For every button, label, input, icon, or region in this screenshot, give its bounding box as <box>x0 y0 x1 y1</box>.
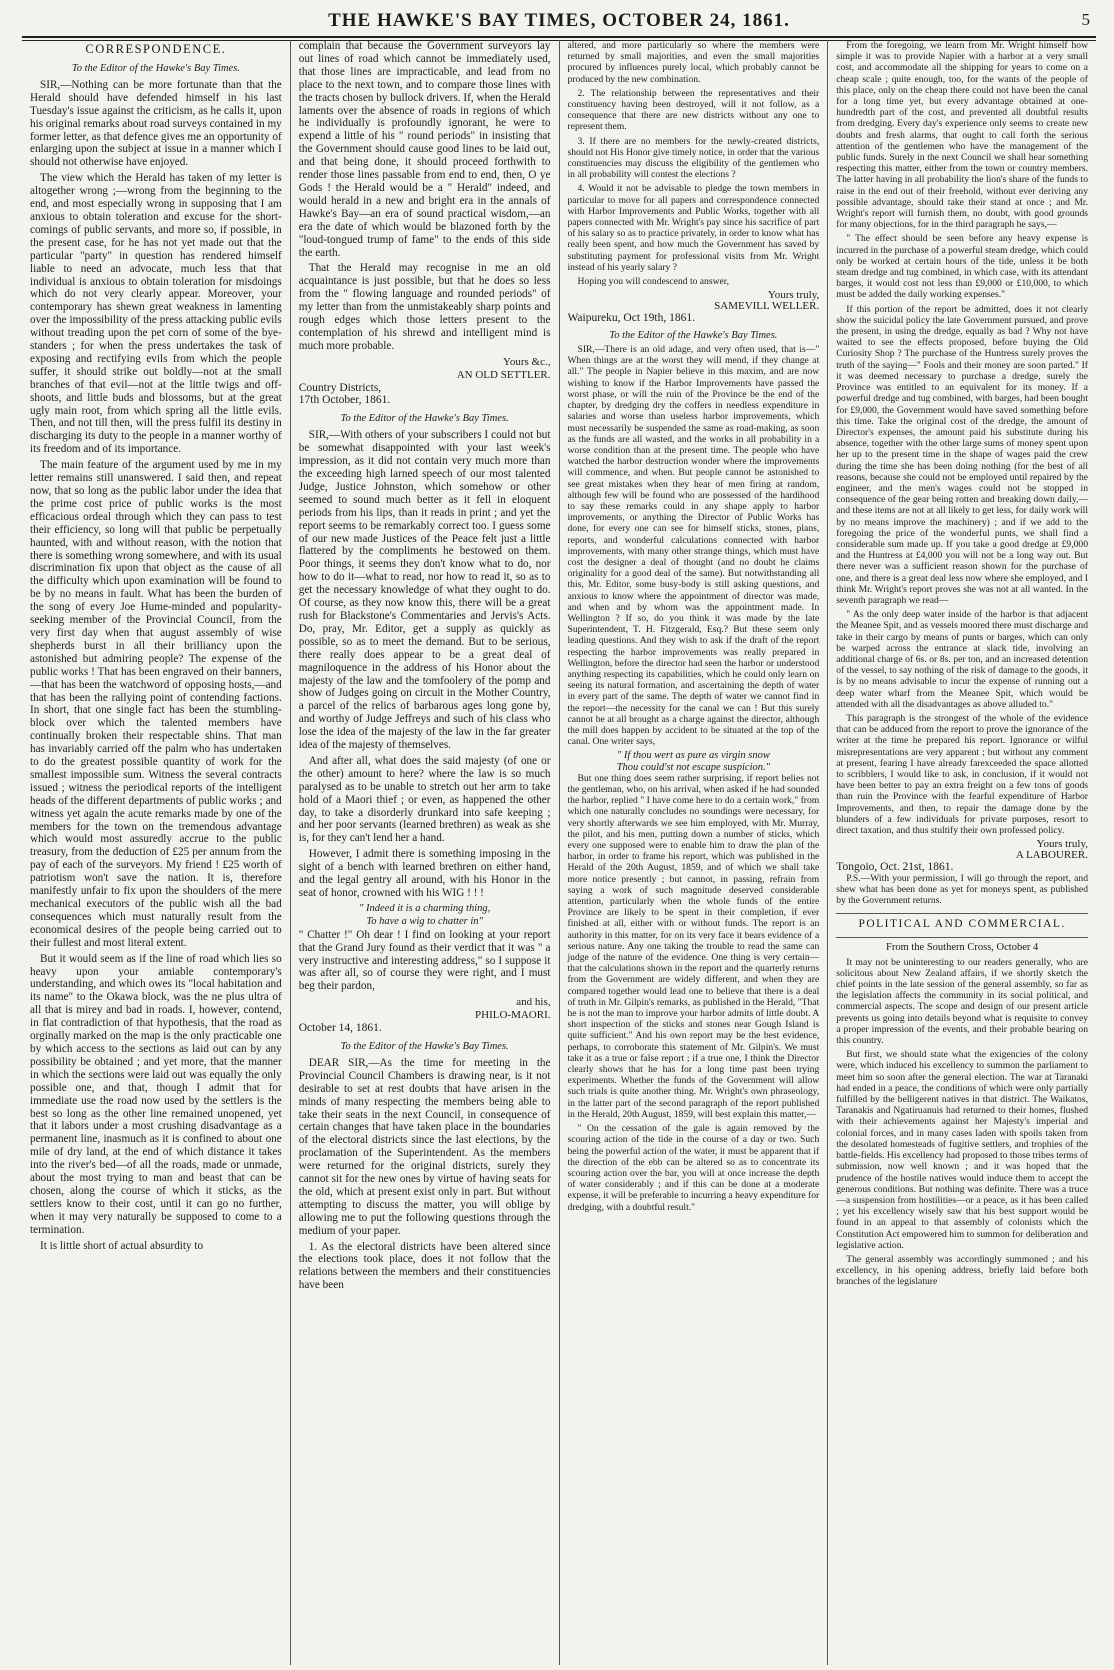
verse-line: To have a wig to chatter in" <box>366 915 483 927</box>
letter-signature: Yours &c., <box>503 355 551 368</box>
paragraph: SIR,—Nothing can be more fortunate than that the Herald should have defended himself in his last Tuesday's issue against the criticism, as he calls it, upon his original remarks about road surveys contained in my former letter, as that defence gives me an opportunity of enlarging upon the subject at issue in a manner which I should not otherwise have enjoyed. <box>30 78 282 169</box>
column-2 <box>291 40 560 1665</box>
paragraph: complain that because the Government surveyors lay out lines of road which cannot be immediately used, that those lines are impracticable, and lead from no place to the next town, and to compare those lines with the tracts chosen by bullock drivers. If, when the Herald laments over the absence of roads in regions of which he individually is profoundly ignorant, he were to expend a little of his " round periods" in insisting that the Government should cause good lines to be laid out, and that being done, it should proceed forthwith to render those lines passable from end to end, then, O ye Gods ! the Herald would be a " Herald" indeed, and would herald in a new and bright era in the annals of Hawke's Bay—an era of sound practical wisdom,—an era the date of which would be blazoned forth by the "loud-tongued trump of fame" to the ends of this side the earth. <box>298 40 551 259</box>
letter-place: Tongoio, Oct. 21st, 1861. <box>836 860 954 873</box>
letter-place: Country Districts, <box>298 381 382 394</box>
divider <box>836 937 1088 938</box>
paragraph: 2. The relationship between the representatives and their constituency having been destroyed, will it not follow, as a consequence that there are new districts without any one to represent them. <box>567 87 820 133</box>
paragraph: However, I admit there is something imposing in the sight of a bench with learned brethren on either hand, and the legal gentry all around, with his Honor in the seat of honor, crowned with his WIG ! ! ! <box>298 848 551 899</box>
verse-line: " Indeed it is a charming thing, <box>358 902 491 914</box>
paragraph: The main feature of the argument used by me in my letter remains still unanswered. I said then, and repeat now, that so long as the public labor under the idea that the prime cost price of public works is the most efficacious ordeal through which they can pass to test their efficiency, so long will that public be perpetually haunted, with and without reason, with the notion that there is something wrong somewhere, and with its usual discrimination fix upon that object as the cause of all the difficulty which upon examination will be found to be by no means in fault. What has been the burden of the song of every Joe Hume-minded and popularity-seeking member of the Provincial Council, from the very first day when that august assembly of wise shepherds burst in all their brilliancy upon the astonished but admiring people? The expense of the public works ! That has been engraved on their banners,—that has been the watchword of opposing hosts,—and that has been the rallying point of contending factions. In short, that one single fact has been the stumbling-block over which the talented members have continually broken their respectable shins. That man has invariably carried off the palm who has undertaken to do the greatest possible quantity of work for the smallest impossible sum. Witness the several contracts issued ; witness the periodical reports of the intelligent heads of the different departments of public works ; and witness yet again the acute remarks made by one of the members for the town on the tremendous advantage which would most assuredly accrue to the public treasury, from the deduction of £25 per annum from the pay of each of the surveyors. My friend ! £25 worth of patriotism won't save the nation. It is, therefore manifestly unfair to fix upon the shoulders of the mere mechanical executors of the public wish all the bad consequences which must naturally result from the economical desires of the people being carried out to their fullest and most literal extent. <box>30 459 282 949</box>
paragraph: And after all, what does the said majesty (of one or the other) amount to here? where the law is so much paralysed as to be unable to stretch out her arm to take hold of a Maori thief ; or even, as happened the other day, to take a disorderly drunkard into safe keeping ; and her poor servants (learned brethren) as weak as she is, for they can't lend her a hand. <box>298 754 551 845</box>
paragraph: DEAR SIR,—As the time for meeting in the Provincial Council Chambers is drawing near, is it not desirable to set at rest doubts that have arisen in the minds of many respecting the members being able to take their seats in the next Council, in consequence of certain changes that have taken place in the boundaries of the electoral districts since the last elections, by the proclamation of the Superintendent. As the members were returned for the original districts, surely they cannot sit for the new ones by virtue of having seats for the old, which at present exist only in part. But without attempting to discuss the matter, you will oblige by allowing me to put the following questions through the medium of your paper. <box>298 1056 551 1237</box>
paragraph: Hoping you will condescend to answer, <box>577 276 729 288</box>
paragraph: 4. Would it not be advisable to pledge the town members in particular to move for all papers and correspondence connected with Harbor Improvements and Public Works, together with all papers connected with Mr. Wright's pay since his sacrifice of part of his salary so as to practice privately, in order to know what has really been spent, and how much the Government has saved by substituting payment for professional visits from Mr. Wright instead of his yearly salary ? <box>567 183 820 273</box>
paragraph: It is little short of actual absurdity to <box>40 1239 204 1252</box>
letter-signature: and his, <box>516 996 551 1009</box>
paragraph: SIR,—With others of your subscribers I could not but be somewhat disappointed with your last week's impression, as it did not contain very much more than the exceeding high larned speech of our most talented Judge, Justice Johnston, which somehow or other seemed to sound much better as it fell in eloquent periods from his lips, than it reads in print ; and yet the report seems to be remarkably correct too. I guess some of our new made Justices of the Peace felt just a little flattered by the compliments he bestowed on them. Poor things, it seems they don't know what to do, nor how to do it—what to read, nor how to read it, so as to get the necessary knowledge of what they ought to do. Of course, as they now know this, there will be a great rush for Blackstone's Commentaries and Jervis's Acts. Do, pray, Mr. Editor, get a supply as quickly as possible, so as to meet the demand. But to be serious, there really does appear to be a great deal of magniloquence in the address of his Honor about the majesty of the law and the tomfoolery of the pomp and show of Judges going on circuit in the Mother Country, a parcel of the relics of barbarous ages long gone by, and worthy of Judge Jeffreys and such of his class who lose the idea of the majesty of the law in the far greater idea of the majesty of themselves. <box>298 429 551 752</box>
paragraph: P.S.—With your permission, I will go through the report, and shew what has been done as yet for moneys spent, as published by the Government returns. <box>836 872 1088 907</box>
paragraph: This paragraph is the strongest of the whole of the evidence that can be adduced from the report to prove the ignorance of the writer at the time he prepared his report. Ignorance or wilful misrepresentations are very apparent ; but without any comment at present, fearing I have already farexceeded the space allotted to scribblers, I would like to ask, in conclusion, if it would not have been better to pay an extra freight on a few tons of goods than ruin the Province with the fearful expenditure of Harbor Improvements, and then, to repair the damage done by the blunders of a few individuals for private purposes, resort to direct taxation, and thus stultify their own professed policy. <box>836 712 1088 837</box>
letter-date: October 14, 1861. <box>298 1022 382 1035</box>
masthead <box>22 10 1096 38</box>
column-4 <box>828 40 1096 1665</box>
letter-signature: PHILO-MAORI. <box>475 1009 551 1022</box>
letter-address: To the Editor of the Hawke's Bay Times. <box>340 1040 509 1052</box>
paragraph: " Chatter !" Oh dear ! I find on looking at your report that the Grand Jury found as their verdict that it was " a very instructive and interesting address," so I suppose it was after all, so of course they were right, and I must beg their pardon, <box>298 928 551 993</box>
letter-date: Waipureku, Oct 19th, 1861. <box>567 311 695 324</box>
letter-address: To the Editor of the Hawke's Bay Times. <box>71 63 240 74</box>
page-number: 5 <box>1081 10 1090 29</box>
letter-signature: Yours truly, <box>767 289 820 302</box>
verse-line: " If thou wert as pure as virgin snow <box>616 750 770 762</box>
divider <box>836 913 1088 914</box>
paragraph: But one thing does seem rather surprising, if report belies not the gentleman, who, on his arrival, when asked if he had sounded the harbor, replied " I have come here to do a certain work," from which one naturally concludes no soundings were necessary, for very shortly afterwards we see him employed, with Mr. Murray, the pilot, and his men, putting down a number of sticks, which every one supposed were to enable him to draw the plan of the harbor, in order to frame his report, which was published in the Herald of the 20th August, 1859, and of which we shall take more notice presently ; but cannot, in passing, refrain from saying a work of such magnitude deserved considerable attention, particularly when the whole funds of the entire Province are likely to be spent in their completion, if ever finished at all, either with or without funds. The report is an authority in this matter, for on its very face it bears evidence of a serious nature. Any one taking the trouble to read the same can judge of the nature of the evidence. One thing is very certain—that the calculations shown in the report and the quarterly returns from the Government are widely different, and when they are compared together would lead one to believe that there is a deal of truth in Mr. Gilpin's remarks, as published in the Herald, "That he is not the man to improve your harbor admits of little doubt. A short inspection of the sticks and stones near Gough Island is quite sufficient." And his own report may be the best evidence, perhaps, to corroborate this statement of Mr. Gilpin's. We must take it as a true or false report ; if a true one, I think the Director clearly shows that he has for a long time past been trying experiments. Whether the funds of the Government will allow such trials is quite another thing. Mr. Wright's own phraseology, in the latter part of the second paragraph of the report published in the Herald, 20th August, 1859, will best explain this matter,— <box>567 772 820 1120</box>
masthead-title: THE HAWKE'S BAY TIMES, OCTOBER 24, 1861. <box>328 10 790 31</box>
column-1 <box>22 40 291 1665</box>
paragraph: The view which the Herald has taken of my letter is altogether wrong ;—wrong from the beginning to the end, and most especially wrong in supposing that I am anxious to obtain toleration and excuse for the short-comings of public servants, and more so, if possible, in the present case, for he has not yet made out that the particular "party" in question has rendered himself liable to need an advocate, much less that that individual is anxious to obtain toleration for misdoings which do not very clearly appear. Moreover, your contemporary has shewn great weakness in lamenting over the impossibility of the press attacking public evils without treading upon the pet corn of some of the bye-standers ; for when the press undertakes the task of exposing and rectifying evils from which the people suffer, it should strike out boldly—not at the small branches of that evil—not at the little twigs and off-shoots, and little buds and blossoms, but at the great ugly main root, from which spring all the little evils. Then, and not till then, will the press fulfil its destiny in discharging its duty to the people in a manner worthy of its freedom and of its importance. <box>30 172 282 456</box>
letter-signature: A LABOURER. <box>1015 849 1088 862</box>
verse-line: Thou could'st not escape suspicion." <box>616 761 771 773</box>
paragraph: If this portion of the report be admitted, does it not clearly show the suicidal policy the late Government pursued, and prove the present, in using the dredge, equally as bad ? Why not have waited to see the effects proposed, before buying the Old Curiosity Shop ? The purchase of the Huntress surely proves the truth of the saying—" Fools and their money are soon parted." If it was deemed necessary to purchase a dredge, surely the Province was entitled to an equivalent for its money. If a powerful dredge and tug combined, with barges, had been bought for £9,000, the Government would have saved something before this time. Take the original cost of the dredge, the amount of Director's expenses, the amount paid his substitute during his absence, together with the other large sums of money spent upon her up to the present time in the shape of wages paid the crew during the time she has been doing nothing (for the best of all reasons, because she could not be employed until repaired by the engineer, and the men's wages could not be stopped in consequence of the gear being rotten and breaking down daily,—and these items are not at all likely to get less, for daily work will by no means improve the machinery) ; and if we add to the foregoing the price of the wonderful punts, we shall find a considerable sum made up. If you take a good dredge at £9,000 and the Huntress at £4,000 you will not be a long way out. But there never was a sufficient reason shown for the purchase of one, and there is a great deal less now where she employed, and I think Mr. Wright's report proves she was not at all wanted. In the seventh paragraph we read— <box>836 303 1088 606</box>
letter-signature: Yours truly, <box>1036 838 1088 851</box>
section-heading: CORRESPONDENCE. <box>85 42 227 56</box>
letter-signature: AN OLD SETTLER. <box>456 368 551 381</box>
paragraph: SIR,—There is an old adage, and very often used, that is—" When things are at the worst they will mend, if they change at all." The people in Napier believe in this maxim, and are now wishing to know if the Harbor Improvements have passed the worst phase, or will the ruin of the Province be the end of the chapter, by dredging dry the coffers in needless expenditure in salaries and worse than useless harbor improvements, which must necessarily be suspended the same as road-making, as soon as the funds are all wasted, and the works in all probability in a worse condition than at the present time. The people who have watched the harbor destruction wonder where the improvements will commence, and when. But people cannot be astonished to see great mistakes when they hear of men firing at random, although few will be found who are possessed of the hardihood to say these remarks could in any shape apply to harbor improvements, or anything the Director of Public Works has done, for every one can see for himself sticks, stones, plans, reports, and wonderful calculations connected with harbor improvements, with many other strange things, which must have cost the designer a deal of thought (and no doubt he claims originality for a good deal of the same). But notwithstanding all this, Mr. Editor, some busy-body is still asking questions, and anxious to know where the appointment of director was made, and when and by whom was the appointment made. In Wellington ? If so, do you think it was made by the late Superintendent, T. H. Fitzgerald, Esq.? But these seem only leading questions. And they wish to ask if the draft of the report respecting the harbor improvements was really prepared in Wellington, before the director had seen the harbor or understood anything respecting its capabilities, which he could only learn on seeing its natural formation, and ascertaining the depth of water in every part of the same. The depth of water we cannot find in the report—the necessity for the canal we can ! But this surely cannot be at all brought as a charge against the director, although the mill does happen by accident to be situated at the top of the canal. One writer says, <box>567 344 820 748</box>
paragraph: It may not be uninteresting to our readers generally, who are solicitous about New Zealand affairs, if we shortly sketch the chief points in the late session of the general assembly, so far as the legislation affects the community in its social political, and commercial aspects. The scope and design of our present article prevents us going into details beyond what is requisite to convey a proper impression of the events, and their probable bearing on this country. <box>836 956 1088 1047</box>
paragraph: altered, and more particularly so where the members were returned by small majorities, and even the small majorities procured by influences purely local, which probably cannot be produced by the new combination. <box>567 40 820 85</box>
letter-address: To the Editor of the Hawke's Bay Times. <box>609 329 778 341</box>
paragraph: But it would seem as if the line of road which lies so heavy upon your amiable contemporary's understanding, and which owes its "local habitation and its name" to the Okawa block, was the ne plus ultra of all that is mirey and bad in roads. I, however, contend, in flat contradiction of that hypothesis, that the road as orginally marked on the map is the only practicable one by which access to the sections as laid out can by any possibility be obtained ; and yet more, that the manner in which the sections were laid out was equally the only possible one, and that, though I admit that for immediate use the road now used by the settlers is the best so long as the other line remained unopened, yet that it labors under a most crushing disadvantage as a permanent line, inasmuch as it is confined to about one mile of dry land, at the end of which distance it takes into the river's bed—of all the roads, made or unmade, about the most trying to man and beast that can be chosen, along the course of which it sticks, as the settlers know to their cost, until it can go no further, when it may very naturally be supposed to come to a termination. <box>30 952 282 1236</box>
paragraph: " As the only deep water inside of the harbor is that adjacent the Meanee Spit, and as vessels moored there must discharge and take in their cargo by means of punts or barges, which can only be warped across the entrance at slack tide, involving an additional charge of 6s. or 8s. per ton, and an increased detention of the vessel, to say nothing of the risk of damage to the goods, it is by no means advisable to incur the expense of running out a deep water wharf from the Meanee Spit, which would be attended with all the disadvantages as above alluded to." <box>836 609 1088 710</box>
article-source: From the Southern Cross, October 4 <box>886 942 1039 954</box>
letter-signature: SAMEVILL WELLER. <box>714 300 820 313</box>
column-3 <box>560 40 829 1665</box>
paragraph: That the Herald may recognise in me an old acquaintance is just possible, but that he does so less from the " flowing language and rounded periods" of my letter than from the unmistakeably sharp points and rough edges which those letters present to the contemplation of his shrewd and intelligent mind is much more probable. <box>298 262 551 352</box>
section-heading: POLITICAL AND COMMERCIAL. <box>858 918 1066 931</box>
paragraph: From the foregoing, we learn from Mr. Wright himself how simple it was to provide Napier with a harbor at a very small cost, and accommodate all the shipping for years to come on a cheap scale ; quite enough, too, for the wants of the people of this place, only on the cheap there could not have been the canal for a long time yet, but every advantage obtained at one-hundredth part of the cost, and prevented all doubtful results from dredging. Every day's experience only seems to create new doubts and fresh alarms, that ought to call forth the serious attention of the gentlemen who have the management of the public funds. Surely in the next Council we shall hear something respecting this matter, either from the town or country members. The latter having in all probability the lion's share of the funds to raise in the end out of their freehold, without ever deriving any possible advantage, should take their stand at once ; and Mr. Wright's report will furnish them, no doubt, with good grounds for many objections, for in the third paragraph he says,— <box>836 40 1088 231</box>
paragraph: 3. If there are no members for the newly-created districts, should not His Honor give timely notice, in order that the various constituencies may discuss the eligibility of the gentlemen who in all probability will contest the elections ? <box>567 135 820 181</box>
paragraph: " On the cessation of the gale is again removed by the scouring action of the tide in the course of a day or two. Such being the powerful action of the water, it must be apparent that if the direction of the ebb can be altered so as to concentrate its scouring action over the bar, you will at once increase the depth of water considerably ; and if this can be done at a moderate expense, it will be preferable to incurring a heavy expenditure for dredging, with a doubtful result." <box>567 1123 820 1213</box>
paragraph: The general assembly was accordingly summoned ; and his excellency, in his opening address, briefly laid before both branches of the legislature <box>836 1253 1088 1288</box>
column-container <box>22 40 1096 1665</box>
paragraph: 1. As the electoral districts have been altered since the elections took place, does it not follow that the relations between the members and their constituencies have been <box>298 1240 551 1292</box>
letter-address: To the Editor of the Hawke's Bay Times. <box>340 413 509 425</box>
paragraph: " The effect should be seen before any heavy expense is incurred in the purchase of a powerful steam dredge, which could only be worked at certain hours of the tide, unless it be both steam dredge and tug combined, in which case, with its attendant barges, it would cost not less than £9,000 or £10,000, to which must be added the daily working expenses." <box>836 233 1088 301</box>
paragraph: But first, we should state what the exigencies of the colony were, which induced his excellency to summon the parliament to meet him so soon after the general election. The war at Taranaki had ended in a peace, the conditions of which were only partially fulfilled by the belligerent natives in that district. The Waikatos, Taranakis and Ngatiruanuis had returned to their homes, flushed with their achievements against her Majesty's imperial and colonial forces, and in many cases laden with spoils taken from the desolated homesteads of fugitive settlers, and trophies of the battle-fields. His excellency had proposed to those tribes terms of submission, now well known ; and it was hoped that the prudence of the hostile natives would induce them to accept the generous conditions. But nothing was definite. There was a truce—a suspension from hostilities—or a peace, as it has been called ; yet his excellency wisely saw that his best support would be found in an appeal to that assembly of colonists which the Constitution Act empowered him to summon for deliberation and legislative action. <box>836 1049 1088 1251</box>
letter-date: 17th October, 1861. <box>298 394 391 407</box>
